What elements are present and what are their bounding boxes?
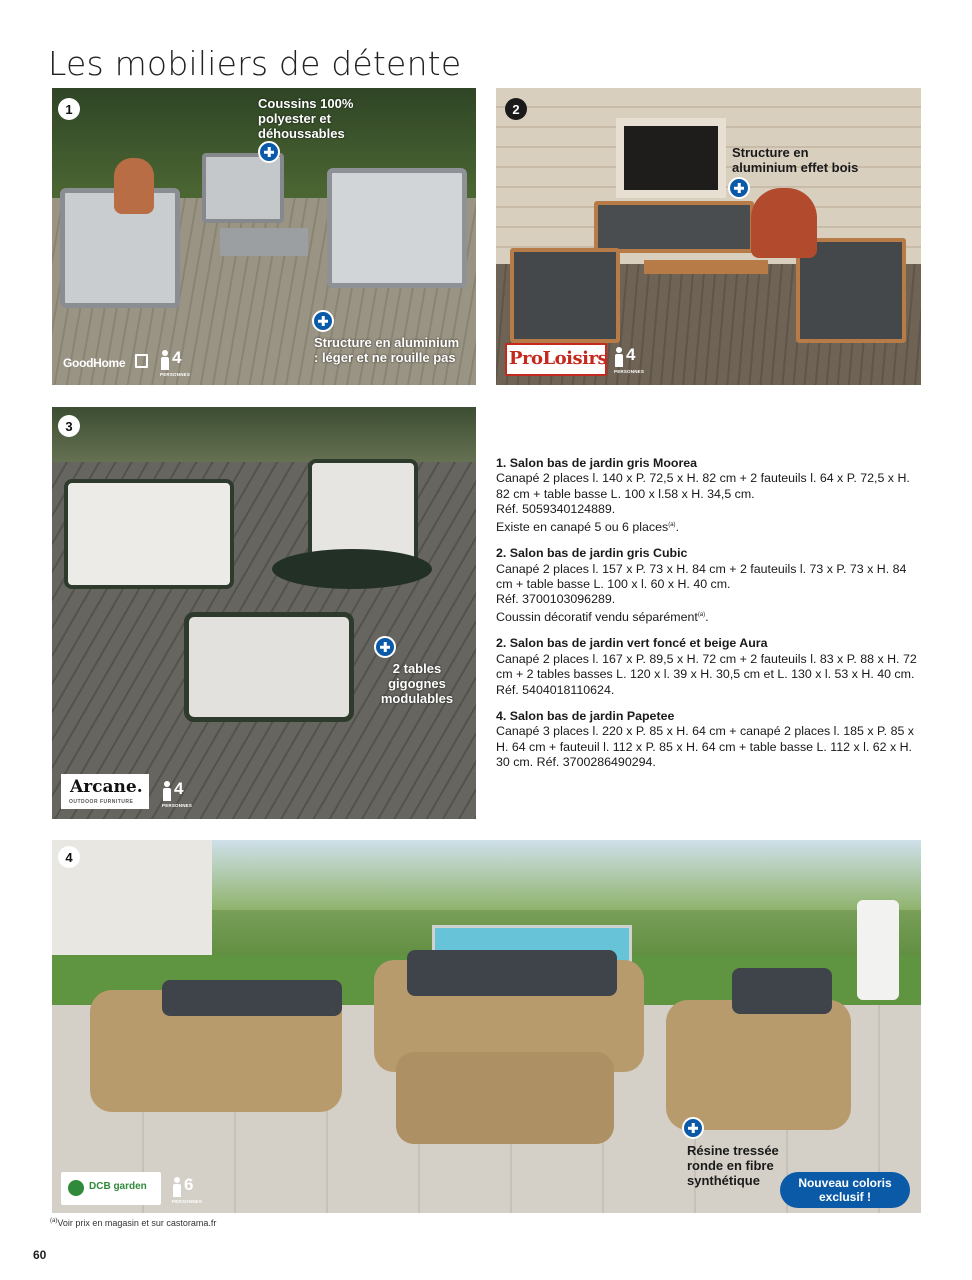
product-entry	[496, 636, 924, 698]
plus-info-icon[interactable]	[258, 141, 280, 163]
nesting-table	[272, 549, 432, 589]
brand-logo-subtitle: OUTDOOR FURNITURE	[69, 799, 134, 805]
product-entry	[496, 546, 924, 625]
plus-info-icon[interactable]	[374, 636, 396, 658]
sofa	[64, 479, 234, 589]
brand-logo-dcb-garden: DCB garden	[89, 1181, 147, 1192]
armchair-back	[202, 153, 284, 223]
fireplace	[616, 118, 726, 198]
product-title: 2. Salon bas de jardin vert foncé et beige Aura	[496, 636, 768, 651]
product-description-list	[496, 456, 924, 782]
callout-nesting-tables: 2 tables gigognes modulables	[380, 661, 454, 706]
flowering-plant	[751, 188, 817, 258]
product-note: Existe en canapé 5 ou 6 places$^{(a)}$.	[496, 519, 680, 534]
wicker-armchair	[666, 1000, 851, 1130]
callout-cushions: Coussins 100% polyester et déhoussables	[258, 96, 354, 141]
footnote-mark: (a)	[50, 1218, 58, 1224]
product-title: 1. Salon bas de jardin gris Moorea	[496, 456, 698, 470]
leaf-icon	[68, 1180, 84, 1196]
capacity-badge	[614, 347, 650, 377]
photo-number-badge: 2	[505, 98, 527, 120]
product-dimensions: Canapé 2 places l. 157 x P. 73 x H. 84 cm + 2 fauteuils l. 73 x P. 73 x H. 84 cm + table basse L. 100 x l. 60 x H. 40 cm.	[496, 561, 907, 591]
capacity-count: 4	[174, 779, 184, 798]
product-reference: Réf. 3700103096289.	[496, 592, 616, 607]
product-photo-2	[496, 88, 921, 385]
footnote-text: Voir prix en magasin et sur castorama.fr	[57, 1218, 217, 1228]
product-note: Coussin décoratif vendu séparément$^{(a)}$.	[496, 609, 709, 624]
callout-structure: Structure en aluminium : léger et ne rouille pas	[314, 335, 460, 365]
sofa	[327, 168, 467, 288]
photo-number-badge: 3	[58, 415, 80, 437]
product-title: 2. Salon bas de jardin gris Cubic	[496, 546, 688, 561]
person-icon	[160, 350, 170, 370]
product-dimensions: Canapé 2 places l. 140 x P. 72,5 x H. 82 cm + 2 fauteuils l. 64 x P. 72,5 x H. 82 cm + table basse L. 100 x l.58 x H. 34,5 cm.	[496, 471, 910, 501]
capacity-badge	[162, 781, 198, 811]
plus-info-icon[interactable]	[728, 177, 750, 199]
photo-number-badge: 4	[58, 846, 80, 868]
brand-logo-arcane: Arcane.	[70, 777, 143, 797]
product-photo-3	[52, 407, 476, 819]
capacity-label: PERSONNES	[162, 803, 193, 808]
sofa-cushion	[407, 950, 617, 996]
capacity-label: PERSONNES	[614, 369, 645, 374]
coffee-table	[220, 228, 308, 256]
product-reference: Réf. 5404018110624.	[496, 682, 615, 697]
house-icon	[135, 354, 148, 368]
plus-info-icon[interactable]	[682, 1117, 704, 1139]
armchair-front	[184, 612, 354, 722]
coffee-table	[644, 260, 768, 274]
person-icon	[172, 1177, 182, 1197]
callout-structure: Structure en aluminium effet bois	[732, 145, 859, 175]
plus-info-icon[interactable]	[312, 310, 334, 332]
product-dimensions: Canapé 3 places l. 220 x P. 85 x H. 64 cm + canapé 2 places l. 185 x P. 85 x H. 64 cm + fauteuil l. 112 x P. 85 x H. 64 cm + table basse L. 112 x l. 62 x H. 30 cm. Réf. 3700286490294.	[496, 724, 914, 770]
product-title: 4. Salon bas de jardin Papetee	[496, 708, 675, 723]
sofa-cushion	[162, 980, 342, 1016]
hedge-backdrop	[52, 407, 476, 467]
callout-resin: Résine tressée ronde en fibre synthétique	[687, 1143, 779, 1188]
person-icon	[162, 781, 172, 801]
page-number: 60	[33, 1248, 47, 1262]
capacity-count: 6	[184, 1175, 194, 1194]
brand-logo-goodhome: GoodHome	[63, 356, 126, 370]
armchair-cushion	[732, 968, 832, 1014]
page-title: Les mobiliers de détente	[48, 44, 462, 83]
capacity-badge	[160, 350, 196, 380]
capacity-count: 4	[626, 345, 636, 364]
armchair-left	[510, 248, 620, 343]
brand-logo-proloisirs: ProLoisirs	[509, 348, 608, 369]
capacity-badge	[172, 1177, 208, 1207]
product-entry	[496, 709, 924, 771]
capacity-count: 4	[172, 348, 182, 367]
sofa	[594, 201, 754, 253]
product-reference: Réf. 5059340124889.	[496, 502, 616, 517]
person-icon	[614, 347, 624, 367]
photo-number-badge: 1	[58, 98, 80, 120]
white-planter	[857, 900, 899, 1000]
footnote	[50, 1218, 216, 1228]
terracotta-pot	[114, 158, 154, 214]
wicker-coffee-table	[396, 1052, 614, 1144]
capacity-label: PERSONNES	[160, 372, 191, 377]
product-dimensions: Canapé 2 places l. 167 x P. 89,5 x H. 72 cm + 2 fauteuils l. 83 x P. 88 x H. 72 cm + 2 tables basses L. 120 x l. 39 x H. 30,5 cm et L. 130 x l. 53 x H. 40 cm.	[496, 651, 917, 682]
new-color-badge: Nouveau coloris exclusif !	[780, 1172, 910, 1208]
capacity-label: PERSONNES	[172, 1199, 203, 1204]
product-entry	[496, 456, 924, 535]
